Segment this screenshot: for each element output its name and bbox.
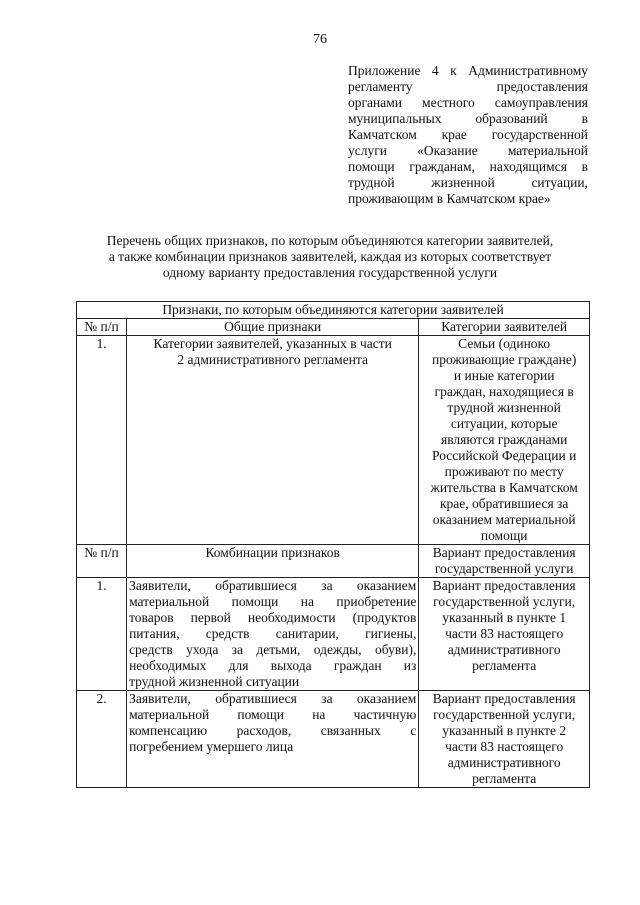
- header-num: № п/п: [77, 545, 127, 578]
- cell-line: товаров первой необходимости (продуктов: [129, 610, 417, 625]
- cell-line: Вариант предоставления: [432, 578, 576, 593]
- appendix-line: проживающим в Камчатском крае»: [348, 191, 551, 206]
- criteria-table: [76, 301, 590, 788]
- appendix-line: регламенту предоставления: [348, 79, 588, 94]
- cell-line: части 83 настоящего: [445, 626, 564, 641]
- cell-line: необходимых для выхода граждан из: [129, 658, 417, 673]
- header-general: Общие признаки: [127, 319, 419, 336]
- appendix-line: Приложение 4 к Административному: [348, 63, 588, 78]
- cell-line: указанный в пункте 1: [442, 610, 567, 625]
- row-variant: [419, 691, 590, 788]
- row-num: 1.: [77, 578, 127, 691]
- cell-line: материальной помощи на частичную: [129, 707, 417, 722]
- document-heading: [60, 233, 600, 281]
- cell-line: питания, средств санитарии, гигиены,: [129, 626, 417, 641]
- cell-line: компенсацию расходов, связанных с: [129, 723, 417, 738]
- cell-line: погребением умершего лица: [129, 739, 294, 754]
- row-general: [127, 336, 419, 545]
- cell-line: государственной услуги,: [433, 707, 576, 722]
- appendix-line: трудной жизненной ситуации,: [348, 175, 588, 190]
- header-num: № п/п: [77, 319, 127, 336]
- table-section-title-row: [77, 302, 590, 319]
- row-combination: [127, 691, 419, 788]
- row-category: [419, 336, 590, 545]
- row-combination: [127, 578, 419, 691]
- appendix-line: муниципальных образований в: [348, 111, 588, 126]
- cell-line: государственной услуги: [434, 561, 574, 576]
- cell-line: административного: [447, 642, 561, 657]
- row-variant: [419, 578, 590, 691]
- cell-line: регламента: [472, 658, 537, 673]
- cell-line: материальной помощи на приобретение: [129, 594, 417, 609]
- heading-line: Перечень общих признаков, по которым объединяются категории заявителей,: [106, 233, 554, 248]
- cell-line: административного: [447, 755, 561, 770]
- cell-line: жительства в Камчатском: [430, 480, 578, 495]
- heading-line: одному варианту предоставления государственной услуги: [162, 265, 498, 280]
- appendix-line: помощи гражданам, находящимся в: [348, 159, 588, 174]
- cell-line: оказанием материальной: [432, 512, 576, 527]
- cell-line: и иные категории: [453, 368, 555, 383]
- appendix-line: услуги «Оказание материальной: [348, 143, 588, 158]
- cell-line: государственной услуги,: [433, 594, 576, 609]
- cell-line: регламента: [472, 771, 537, 786]
- cell-line: трудной жизненной ситуации: [129, 674, 300, 689]
- table-row: [77, 578, 590, 691]
- section-title: Признаки, по которым объединяются категории заявителей: [77, 302, 590, 319]
- cell-line: крае, обратившиеся за: [439, 496, 569, 511]
- table-row: [77, 336, 590, 545]
- cell-line: Заявители, обратившиеся за оказанием: [129, 691, 417, 706]
- cell-line: Вариант предоставления: [432, 691, 576, 706]
- cell-line: трудной жизненной: [447, 400, 561, 415]
- cell-line: помощи: [480, 528, 528, 543]
- cell-line: средств ухода за детьми, одежды, обуви),: [129, 642, 417, 657]
- cell-line: 2 административного регламента: [177, 352, 368, 367]
- cell-line: граждан, находящиеся в: [434, 384, 574, 399]
- table-header-row: [77, 545, 590, 578]
- row-num: 2.: [77, 691, 127, 788]
- heading-line: а также комбинации признаков заявителей, каждая из которых соответствует: [108, 249, 552, 264]
- cell-line: части 83 настоящего: [445, 739, 564, 754]
- cell-line: Категории заявителей, указанных в части: [153, 336, 392, 351]
- cell-line: проживают по месту: [444, 464, 564, 479]
- cell-line: Российской Федерации и: [432, 448, 577, 463]
- cell-line: проживающие граждане): [431, 352, 577, 367]
- header-variant: [419, 545, 590, 578]
- cell-line: ситуации, которые: [450, 416, 558, 431]
- table-header-row: [77, 319, 590, 336]
- appendix-line: Камчатском крае государственной: [348, 127, 588, 142]
- cell-line: указанный в пункте 2: [442, 723, 567, 738]
- cell-line: являются гражданами: [440, 432, 568, 447]
- row-num: 1.: [77, 336, 127, 545]
- appendix-line: органами местного самоуправления: [348, 95, 588, 110]
- header-combination: Комбинации признаков: [127, 545, 419, 578]
- table-row: [77, 691, 590, 788]
- cell-line: Вариант предоставления: [432, 545, 576, 560]
- cell-line: Заявители, обратившиеся за оказанием: [129, 578, 417, 593]
- cell-line: Семьи (одиноко: [458, 336, 551, 351]
- page-number: 76: [313, 32, 327, 47]
- appendix-note: [348, 63, 588, 207]
- header-category: Категории заявителей: [419, 319, 590, 336]
